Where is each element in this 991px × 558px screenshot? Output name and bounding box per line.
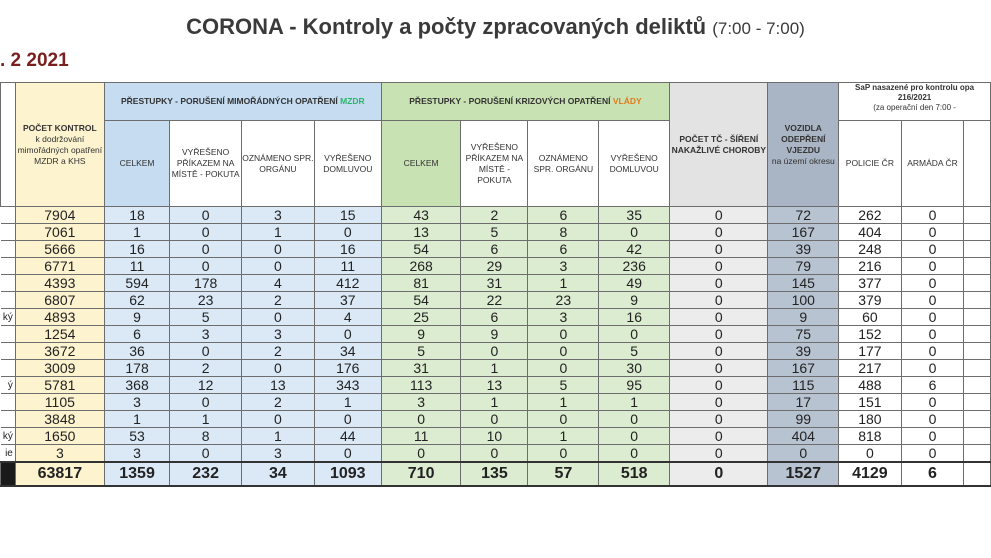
header-mzdr-pokuta: VYŘEŠENO PŘÍKAZEM NA MÍSTĚ - POKUTA [170, 121, 242, 207]
table-row [1, 343, 991, 360]
cell-mzdr-celkem: 16 [104, 241, 169, 258]
cell-vlady-domluvou: 42 [599, 241, 670, 258]
cell-kontrol: 5781 [15, 377, 104, 394]
header-mzdr-domluvou: VYŘEŠENO DOMLUVOU [314, 121, 381, 207]
page-title [0, 14, 991, 40]
cell-policie: 180 [839, 411, 902, 428]
cell-mzdr-oznameno: 3 [241, 207, 314, 224]
header-vozidla-desc: na území okresu [771, 155, 835, 166]
cell-vlady-celkem: 54 [381, 292, 461, 309]
header-vozidla [768, 83, 839, 207]
cell-armada: 6 [901, 377, 964, 394]
cell-vlady-pokuta: 0 [461, 411, 528, 428]
table-row [1, 428, 991, 445]
cell-vlady-celkem: 11 [381, 428, 461, 445]
cell-armada: 0 [901, 343, 964, 360]
cell-mzdr-celkem: 6 [104, 326, 169, 343]
header-pocet-kontrol [15, 83, 104, 207]
cell-name: ý [1, 377, 16, 394]
header-vlady-word: VLÁDY [612, 96, 642, 106]
cell-name [1, 343, 16, 360]
cell-vlady-oznameno: 3 [528, 309, 599, 326]
cell-vlady-domluvou: 236 [599, 258, 670, 275]
header-sap-armada: ARMÁDA ČR [901, 121, 964, 207]
cell-mzdr-oznameno: 0 [241, 241, 314, 258]
cell-mzdr-celkem: 3 [104, 394, 169, 411]
total-total-lead [1, 462, 16, 486]
cell-vlady-domluvou: 1 [599, 394, 670, 411]
cell-vozidla: 72 [768, 207, 839, 224]
cell-mzdr-domluvou: 0 [314, 326, 381, 343]
cell-vlady-celkem: 81 [381, 275, 461, 292]
cell-kontrol: 3848 [15, 411, 104, 428]
cell-vlady-celkem: 3 [381, 394, 461, 411]
cell-mzdr-pokuta: 12 [170, 377, 242, 394]
title-time-range: (7:00 - 7:00) [712, 19, 805, 38]
cell-name [1, 411, 16, 428]
cell-vlady-celkem: 9 [381, 326, 461, 343]
cell-extra [964, 241, 991, 258]
total-kontrol: 63817 [15, 462, 104, 486]
cell-vozidla: 99 [768, 411, 839, 428]
cell-vlady-pokuta: 29 [461, 258, 528, 275]
cell-kontrol: 3672 [15, 343, 104, 360]
cell-armada: 0 [901, 224, 964, 241]
cell-vlady-domluvou: 95 [599, 377, 670, 394]
cell-extra [964, 377, 991, 394]
cell-tc: 0 [670, 275, 768, 292]
cell-vlady-celkem: 0 [381, 445, 461, 463]
cell-extra [964, 292, 991, 309]
cell-vlady-oznameno: 0 [528, 445, 599, 463]
cell-mzdr-domluvou: 4 [314, 309, 381, 326]
cell-name [1, 207, 16, 224]
cell-kontrol: 7061 [15, 224, 104, 241]
cell-extra [964, 275, 991, 292]
cell-vlady-oznameno: 0 [528, 343, 599, 360]
cell-mzdr-pokuta: 0 [170, 343, 242, 360]
cell-extra [964, 224, 991, 241]
cell-vlady-domluvou: 5 [599, 343, 670, 360]
cell-tc: 0 [670, 360, 768, 377]
total-mzdr-domluvou: 1093 [314, 462, 381, 486]
cell-vlady-celkem: 113 [381, 377, 461, 394]
cell-tc: 0 [670, 207, 768, 224]
cell-armada: 0 [901, 275, 964, 292]
header-region [1, 83, 16, 207]
cell-extra [964, 360, 991, 377]
cell-tc: 0 [670, 377, 768, 394]
cell-kontrol: 1254 [15, 326, 104, 343]
table-row [1, 224, 991, 241]
total-vlady-pokuta: 135 [461, 462, 528, 486]
cell-policie: 488 [839, 377, 902, 394]
cell-vlady-oznameno: 0 [528, 360, 599, 377]
cell-vlady-pokuta: 6 [461, 309, 528, 326]
cell-armada: 0 [901, 292, 964, 309]
table-row [1, 292, 991, 309]
header-sap-number: 216/2021 [897, 93, 932, 102]
cell-vlady-domluvou: 0 [599, 428, 670, 445]
cell-policie: 404 [839, 224, 902, 241]
cell-mzdr-domluvou: 0 [314, 445, 381, 463]
cell-armada: 0 [901, 258, 964, 275]
table-row [1, 258, 991, 275]
cell-policie: 60 [839, 309, 902, 326]
cell-policie: 379 [839, 292, 902, 309]
cell-mzdr-pokuta: 0 [170, 445, 242, 463]
table-row [1, 275, 991, 292]
cell-vlady-pokuta: 13 [461, 377, 528, 394]
cell-kontrol: 3 [15, 445, 104, 463]
total-vlady-domluvou: 518 [599, 462, 670, 486]
total-vozidla: 1527 [768, 462, 839, 486]
cell-mzdr-pokuta: 8 [170, 428, 242, 445]
cell-vlady-celkem: 25 [381, 309, 461, 326]
cell-kontrol: 1105 [15, 394, 104, 411]
cell-mzdr-celkem: 53 [104, 428, 169, 445]
cell-mzdr-celkem: 594 [104, 275, 169, 292]
header-vlady-domluvou: VYŘEŠENO DOMLUVOU [599, 121, 670, 207]
cell-kontrol: 1650 [15, 428, 104, 445]
cell-vlady-pokuta: 10 [461, 428, 528, 445]
cell-mzdr-oznameno: 4 [241, 275, 314, 292]
cell-mzdr-celkem: 36 [104, 343, 169, 360]
cell-tc: 0 [670, 292, 768, 309]
cell-vlady-domluvou: 9 [599, 292, 670, 309]
cell-vlady-pokuta: 0 [461, 343, 528, 360]
cell-vlady-domluvou: 49 [599, 275, 670, 292]
cell-tc: 0 [670, 428, 768, 445]
cell-mzdr-domluvou: 176 [314, 360, 381, 377]
cell-mzdr-pokuta: 0 [170, 241, 242, 258]
header-sap-note: (za operační den 7:00 - [873, 103, 956, 112]
header-vlady-pokuta: VYŘEŠENO PŘÍKAZEM NA MÍSTĚ - POKUTA [461, 121, 528, 207]
header-vlady-group: PŘESTUPKY - PORUŠENÍ KRIZOVÝCH OPATŘENÍ VLÁDY [381, 83, 669, 121]
cell-mzdr-oznameno: 2 [241, 394, 314, 411]
table-row [1, 445, 991, 463]
table-row [1, 360, 991, 377]
cell-vlady-celkem: 54 [381, 241, 461, 258]
cell-armada: 0 [901, 326, 964, 343]
cell-vlady-domluvou: 0 [599, 326, 670, 343]
header-sap-title: SaP nasazené pro kontrolu opa [855, 83, 975, 92]
cell-extra [964, 258, 991, 275]
total-row [1, 462, 991, 486]
cell-armada: 0 [901, 428, 964, 445]
cell-vlady-domluvou: 0 [599, 224, 670, 241]
cell-mzdr-celkem: 1 [104, 411, 169, 428]
report-date: . 2 2021 [0, 50, 69, 71]
cell-vlady-pokuta: 1 [461, 394, 528, 411]
cell-mzdr-oznameno: 1 [241, 224, 314, 241]
cell-mzdr-oznameno: 0 [241, 411, 314, 428]
cell-vlady-celkem: 268 [381, 258, 461, 275]
total-armada: 6 [901, 462, 964, 486]
cell-vozidla: 404 [768, 428, 839, 445]
cell-mzdr-oznameno: 3 [241, 445, 314, 463]
cell-policie: 0 [839, 445, 902, 463]
cell-mzdr-oznameno: 13 [241, 377, 314, 394]
total-tc: 0 [670, 462, 768, 486]
cell-vozidla: 39 [768, 343, 839, 360]
cell-mzdr-domluvou: 16 [314, 241, 381, 258]
cell-mzdr-celkem: 3 [104, 445, 169, 463]
cell-policie: 216 [839, 258, 902, 275]
cell-vlady-oznameno: 23 [528, 292, 599, 309]
cell-extra [964, 309, 991, 326]
cell-vlady-oznameno: 6 [528, 207, 599, 224]
cell-name [1, 241, 16, 258]
table-row [1, 326, 991, 343]
cell-policie: 262 [839, 207, 902, 224]
cell-vlady-oznameno: 6 [528, 241, 599, 258]
cell-kontrol: 7904 [15, 207, 104, 224]
cell-mzdr-celkem: 18 [104, 207, 169, 224]
cell-extra [964, 428, 991, 445]
table-body [1, 207, 991, 487]
cell-extra [964, 394, 991, 411]
cell-vlady-celkem: 31 [381, 360, 461, 377]
cell-name [1, 360, 16, 377]
cell-extra [964, 343, 991, 360]
cell-extra [964, 411, 991, 428]
cell-armada: 0 [901, 360, 964, 377]
cell-policie: 152 [839, 326, 902, 343]
cell-mzdr-pokuta: 3 [170, 326, 242, 343]
cell-mzdr-pokuta: 1 [170, 411, 242, 428]
cell-tc: 0 [670, 445, 768, 463]
cell-name [1, 224, 16, 241]
cell-vlady-celkem: 0 [381, 411, 461, 428]
total-policie: 4129 [839, 462, 902, 486]
cell-mzdr-domluvou: 37 [314, 292, 381, 309]
cell-armada: 0 [901, 411, 964, 428]
cell-mzdr-domluvou: 1 [314, 394, 381, 411]
cell-extra [964, 445, 991, 463]
cell-kontrol: 3009 [15, 360, 104, 377]
total-extra [964, 462, 991, 486]
cell-name [1, 292, 16, 309]
table-row [1, 309, 991, 326]
header-kontrol-title: POČET KONTROL [23, 122, 97, 133]
cell-vozidla: 39 [768, 241, 839, 258]
cell-mzdr-domluvou: 34 [314, 343, 381, 360]
cell-vozidla: 167 [768, 360, 839, 377]
cell-vlady-pokuta: 22 [461, 292, 528, 309]
header-sap-extra [964, 121, 991, 207]
cell-vlady-oznameno: 0 [528, 411, 599, 428]
cell-vlady-celkem: 13 [381, 224, 461, 241]
cell-vlady-pokuta: 0 [461, 445, 528, 463]
table-row [1, 207, 991, 224]
cell-policie: 818 [839, 428, 902, 445]
cell-vozidla: 167 [768, 224, 839, 241]
cell-mzdr-oznameno: 0 [241, 360, 314, 377]
cell-mzdr-domluvou: 0 [314, 224, 381, 241]
cell-mzdr-pokuta: 0 [170, 224, 242, 241]
cell-vlady-celkem: 43 [381, 207, 461, 224]
cell-vozidla: 115 [768, 377, 839, 394]
cell-vozidla: 17 [768, 394, 839, 411]
cell-kontrol: 6807 [15, 292, 104, 309]
cell-mzdr-domluvou: 0 [314, 411, 381, 428]
header-sap-group [839, 83, 991, 121]
cell-mzdr-celkem: 178 [104, 360, 169, 377]
cell-mzdr-domluvou: 343 [314, 377, 381, 394]
header-vozidla-title: VOZIDLA ODEPŘENÍ VJEZDU [781, 122, 826, 155]
cell-vozidla: 75 [768, 326, 839, 343]
cell-mzdr-domluvou: 15 [314, 207, 381, 224]
cell-policie: 151 [839, 394, 902, 411]
cell-vlady-celkem: 5 [381, 343, 461, 360]
cell-mzdr-oznameno: 1 [241, 428, 314, 445]
cell-mzdr-pokuta: 5 [170, 309, 242, 326]
cell-tc: 0 [670, 394, 768, 411]
cell-vlady-oznameno: 3 [528, 258, 599, 275]
header-mzdr-oznameno: OZNÁMENO SPR. ORGÁNU [241, 121, 314, 207]
cell-vlady-oznameno: 1 [528, 428, 599, 445]
cell-vlady-domluvou: 0 [599, 445, 670, 463]
table-row [1, 241, 991, 258]
cell-vozidla: 0 [768, 445, 839, 463]
cell-vlady-pokuta: 9 [461, 326, 528, 343]
cell-mzdr-pokuta: 2 [170, 360, 242, 377]
cell-vlady-pokuta: 5 [461, 224, 528, 241]
cell-tc: 0 [670, 309, 768, 326]
cell-mzdr-pokuta: 23 [170, 292, 242, 309]
total-vlady-oznameno: 57 [528, 462, 599, 486]
cell-mzdr-domluvou: 11 [314, 258, 381, 275]
cell-tc: 0 [670, 224, 768, 241]
header-kontrol-desc: k dodržování mimořádných opatření MZDR a KHS [17, 133, 103, 166]
cell-name [1, 258, 16, 275]
cell-vlady-pokuta: 6 [461, 241, 528, 258]
cell-vozidla: 79 [768, 258, 839, 275]
cell-vlady-oznameno: 1 [528, 394, 599, 411]
cell-vlady-domluvou: 0 [599, 411, 670, 428]
cell-mzdr-pokuta: 0 [170, 258, 242, 275]
table-row [1, 394, 991, 411]
table-row [1, 411, 991, 428]
cell-mzdr-oznameno: 3 [241, 326, 314, 343]
header-mzdr-group: PŘESTUPKY - PORUŠENÍ MIMOŘÁDNÝCH OPATŘENÍ MZDR [104, 83, 381, 121]
cell-policie: 177 [839, 343, 902, 360]
cell-mzdr-celkem: 9 [104, 309, 169, 326]
cell-mzdr-oznameno: 0 [241, 309, 314, 326]
cell-vlady-pokuta: 1 [461, 360, 528, 377]
cell-tc: 0 [670, 343, 768, 360]
cell-name [1, 394, 16, 411]
table-row [1, 377, 991, 394]
cell-name: ký [1, 428, 16, 445]
total-mzdr-oznameno: 34 [241, 462, 314, 486]
cell-kontrol: 5666 [15, 241, 104, 258]
cell-extra [964, 207, 991, 224]
cell-vlady-oznameno: 8 [528, 224, 599, 241]
header-mzdr-word: MZDR [340, 96, 365, 106]
header-pocet-tc: POČET TČ - ŠÍŘENÍ NAKAŽLIVÉ CHOROBY [670, 83, 768, 207]
title-main: CORONA - Kontroly a počty zpracovaných deliktů [186, 14, 707, 39]
cell-policie: 377 [839, 275, 902, 292]
cell-mzdr-pokuta: 178 [170, 275, 242, 292]
cell-vlady-domluvou: 16 [599, 309, 670, 326]
cell-policie: 248 [839, 241, 902, 258]
cell-armada: 0 [901, 309, 964, 326]
cell-mzdr-celkem: 62 [104, 292, 169, 309]
header-sap-policie: POLICIE ČR [839, 121, 902, 207]
cell-tc: 0 [670, 258, 768, 275]
cell-vlady-oznameno: 5 [528, 377, 599, 394]
cell-mzdr-pokuta: 0 [170, 207, 242, 224]
header-vlady-celkem: CELKEM [381, 121, 461, 207]
cell-armada: 0 [901, 207, 964, 224]
cell-mzdr-celkem: 368 [104, 377, 169, 394]
cell-mzdr-domluvou: 412 [314, 275, 381, 292]
cell-tc: 0 [670, 241, 768, 258]
cell-vlady-pokuta: 31 [461, 275, 528, 292]
cell-tc: 0 [670, 326, 768, 343]
header-vlady-oznameno: OZNÁMENO SPR. ORGÁNU [528, 121, 599, 207]
cell-vlady-oznameno: 1 [528, 275, 599, 292]
cell-kontrol: 4393 [15, 275, 104, 292]
cell-armada: 0 [901, 445, 964, 463]
cell-mzdr-oznameno: 0 [241, 258, 314, 275]
cell-mzdr-domluvou: 44 [314, 428, 381, 445]
cell-kontrol: 4893 [15, 309, 104, 326]
total-mzdr-pokuta: 232 [170, 462, 242, 486]
cell-vlady-domluvou: 30 [599, 360, 670, 377]
cell-vozidla: 9 [768, 309, 839, 326]
cell-policie: 217 [839, 360, 902, 377]
cell-mzdr-oznameno: 2 [241, 343, 314, 360]
cell-mzdr-celkem: 1 [104, 224, 169, 241]
cell-vlady-domluvou: 35 [599, 207, 670, 224]
cell-name: ký [1, 309, 16, 326]
cell-armada: 0 [901, 241, 964, 258]
cell-vlady-pokuta: 2 [461, 207, 528, 224]
cell-vozidla: 100 [768, 292, 839, 309]
cell-mzdr-pokuta: 0 [170, 394, 242, 411]
cell-mzdr-oznameno: 2 [241, 292, 314, 309]
cell-name [1, 326, 16, 343]
cell-vlady-oznameno: 0 [528, 326, 599, 343]
cell-mzdr-celkem: 11 [104, 258, 169, 275]
cell-extra [964, 326, 991, 343]
cell-tc: 0 [670, 411, 768, 428]
total-mzdr-celkem: 1359 [104, 462, 169, 486]
header-mzdr-celkem: CELKEM [104, 121, 169, 207]
cell-vozidla: 145 [768, 275, 839, 292]
cell-name [1, 275, 16, 292]
cell-kontrol: 6771 [15, 258, 104, 275]
statistics-table [0, 82, 991, 487]
cell-name: ie [1, 445, 16, 463]
total-vlady-celkem: 710 [381, 462, 461, 486]
cell-armada: 0 [901, 394, 964, 411]
